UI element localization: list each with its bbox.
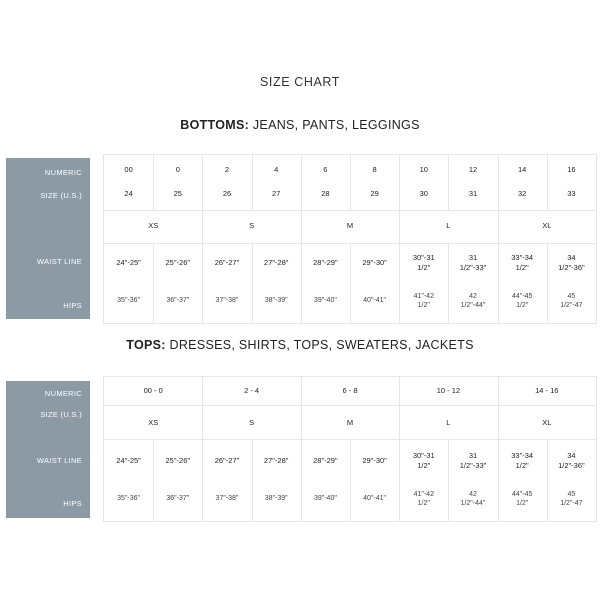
bottoms-label-column xyxy=(6,158,90,319)
hips-cell: 44"-45 1/2" xyxy=(511,490,533,507)
divider xyxy=(399,243,400,323)
divider xyxy=(252,243,253,323)
tops-heading xyxy=(0,338,600,352)
divider xyxy=(153,439,154,521)
waist-cell: 30"-31 1/2" xyxy=(412,450,435,470)
letter-size-cell: L xyxy=(446,417,451,427)
numeric-size-cell: 0 xyxy=(175,164,180,174)
divider xyxy=(202,405,203,439)
us-size-cell: 29 xyxy=(370,188,379,198)
numeric-size-cell: 6 xyxy=(323,164,328,174)
hips-cell: 35"-36" xyxy=(117,297,141,305)
divider xyxy=(399,405,400,439)
hips-cell: 37"-38" xyxy=(215,297,239,305)
tops-label-waist: WAIST LINE xyxy=(36,456,82,465)
bottoms-heading xyxy=(0,118,600,132)
bottoms-label-waist: WAIST LINE xyxy=(36,257,82,266)
hips-cell: 38"-39" xyxy=(264,297,288,305)
bottoms-label-numeric: NUMERIC xyxy=(44,168,82,177)
waist-cell: 27"-28" xyxy=(263,455,289,465)
numeric-size-cell: 00 - 0 xyxy=(143,385,163,395)
divider xyxy=(301,243,302,323)
divider xyxy=(448,439,449,521)
numeric-size-cell: 2 - 4 xyxy=(244,385,260,395)
waist-cell: 34 1/2"-36" xyxy=(558,252,585,272)
divider xyxy=(301,155,302,210)
numeric-size-cell: 16 xyxy=(567,164,576,174)
numeric-size-cell: 10 - 12 xyxy=(436,385,461,395)
tops-label-hips: HIPS xyxy=(63,499,82,508)
letter-size-cell: XL xyxy=(542,417,552,427)
waist-cell: 28"-29" xyxy=(313,257,338,267)
divider xyxy=(448,155,449,210)
waist-cell: 30"-31 1/2" xyxy=(412,252,435,272)
waist-cell: 34 1/2"-36" xyxy=(558,450,585,470)
divider xyxy=(252,155,253,210)
hips-cell: 36"-37" xyxy=(166,495,190,503)
divider xyxy=(498,405,499,439)
tops-size-table xyxy=(103,376,597,522)
page-title: SIZE CHART xyxy=(259,75,341,89)
hips-cell: 42 1/2"-44" xyxy=(460,292,486,309)
divider xyxy=(153,155,154,210)
waist-cell: 26"-27" xyxy=(214,257,240,267)
waist-cell: 31 1/2"-33" xyxy=(459,252,487,272)
letter-size-cell: M xyxy=(346,221,354,231)
hips-cell: 39"-40" xyxy=(313,297,337,305)
letter-size-cell: XS xyxy=(148,221,159,231)
numeric-size-cell: 6 - 8 xyxy=(342,385,358,395)
numeric-size-cell: 4 xyxy=(274,164,279,174)
divider xyxy=(547,155,548,210)
waist-cell: 25"-26" xyxy=(165,455,191,465)
divider xyxy=(252,439,253,521)
waist-cell: 31 1/2"-33" xyxy=(459,450,487,470)
waist-cell: 33"-34 1/2" xyxy=(511,450,534,470)
divider xyxy=(301,377,302,405)
letter-size-cell: S xyxy=(249,417,255,427)
numeric-size-cell: 12 xyxy=(468,164,478,174)
letter-size-cell: S xyxy=(249,221,255,231)
tops-heading-bold: TOPS: xyxy=(126,338,166,352)
us-size-cell: 28 xyxy=(321,188,330,198)
divider xyxy=(498,210,499,243)
bottoms-label-size-us: SIZE (U.S.) xyxy=(40,191,82,200)
hips-cell: 44"-45 1/2" xyxy=(511,292,533,309)
tops-heading-rest: DRESSES, SHIRTS, TOPS, SWEATERS, JACKETS xyxy=(165,338,474,352)
hips-cell: 41"-42 1/2" xyxy=(413,490,434,507)
waist-cell: 27"-28" xyxy=(263,257,289,267)
tops-label-column xyxy=(6,381,90,518)
letter-size-cell: XL xyxy=(542,221,552,231)
hips-cell: 38"-39" xyxy=(264,495,288,503)
divider xyxy=(498,439,499,521)
hips-cell: 37"-38" xyxy=(215,495,239,503)
divider xyxy=(547,439,548,521)
numeric-size-cell: 8 xyxy=(372,164,377,174)
numeric-size-cell: 14 xyxy=(518,164,527,174)
letter-size-cell: L xyxy=(446,221,451,231)
divider xyxy=(104,405,596,406)
waist-cell: 24"-25" xyxy=(116,455,141,465)
hips-cell: 45 1/2"-47 xyxy=(560,292,583,309)
divider xyxy=(301,210,302,243)
divider xyxy=(202,377,203,405)
divider xyxy=(498,377,499,405)
waist-cell: 29"-30" xyxy=(362,257,387,267)
hips-cell: 42 1/2"-44" xyxy=(460,490,486,507)
numeric-size-cell: 10 xyxy=(419,164,428,174)
us-size-cell: 31 xyxy=(468,188,478,198)
hips-cell: 35"-36" xyxy=(117,495,141,503)
us-size-cell: 30 xyxy=(419,188,428,198)
divider xyxy=(350,243,351,323)
divider xyxy=(350,439,351,521)
divider xyxy=(547,243,548,323)
divider xyxy=(350,155,351,210)
hips-cell: 45 1/2"-47 xyxy=(560,490,583,507)
divider xyxy=(153,243,154,323)
hips-cell: 36"-37" xyxy=(166,297,190,305)
us-size-cell: 25 xyxy=(173,188,182,198)
divider xyxy=(202,155,203,210)
divider xyxy=(399,439,400,521)
letter-size-cell: XS xyxy=(148,417,159,427)
divider xyxy=(301,439,302,521)
bottoms-heading-bold: BOTTOMS: xyxy=(180,118,250,132)
hips-cell: 39"-40" xyxy=(313,495,337,503)
hips-cell: 41"-42 1/2" xyxy=(413,292,434,309)
numeric-size-cell: 00 xyxy=(124,164,133,174)
divider xyxy=(399,155,400,210)
us-size-cell: 33 xyxy=(567,188,576,198)
us-size-cell: 26 xyxy=(222,188,232,198)
divider xyxy=(202,210,203,243)
waist-cell: 25"-26" xyxy=(165,257,191,267)
divider xyxy=(202,439,203,521)
hips-cell: 40"-41" xyxy=(363,297,387,305)
divider xyxy=(498,243,499,323)
tops-label-numeric: NUMERIC xyxy=(44,389,82,398)
divider xyxy=(301,405,302,439)
numeric-size-cell: 14 - 16 xyxy=(535,385,559,395)
letter-size-cell: M xyxy=(346,417,354,427)
us-size-cell: 27 xyxy=(272,188,281,198)
divider xyxy=(448,243,449,323)
waist-cell: 26"-27" xyxy=(214,455,240,465)
bottoms-size-table xyxy=(103,154,597,324)
divider xyxy=(399,210,400,243)
divider xyxy=(399,377,400,405)
bottoms-label-hips: HIPS xyxy=(63,301,82,310)
divider xyxy=(202,243,203,323)
tops-label-size-us: SIZE (U.S.) xyxy=(40,410,82,419)
us-size-cell: 32 xyxy=(518,188,527,198)
us-size-cell: 24 xyxy=(124,188,133,198)
waist-cell: 29"-30" xyxy=(362,455,387,465)
waist-cell: 24"-25" xyxy=(116,257,141,267)
hips-cell: 40"-41" xyxy=(363,495,387,503)
waist-cell: 28"-29" xyxy=(313,455,338,465)
numeric-size-cell: 2 xyxy=(224,164,230,174)
waist-cell: 33"-34 1/2" xyxy=(511,252,534,272)
divider xyxy=(498,155,499,210)
bottoms-heading-rest: JEANS, PANTS, LEGGINGS xyxy=(249,118,420,132)
